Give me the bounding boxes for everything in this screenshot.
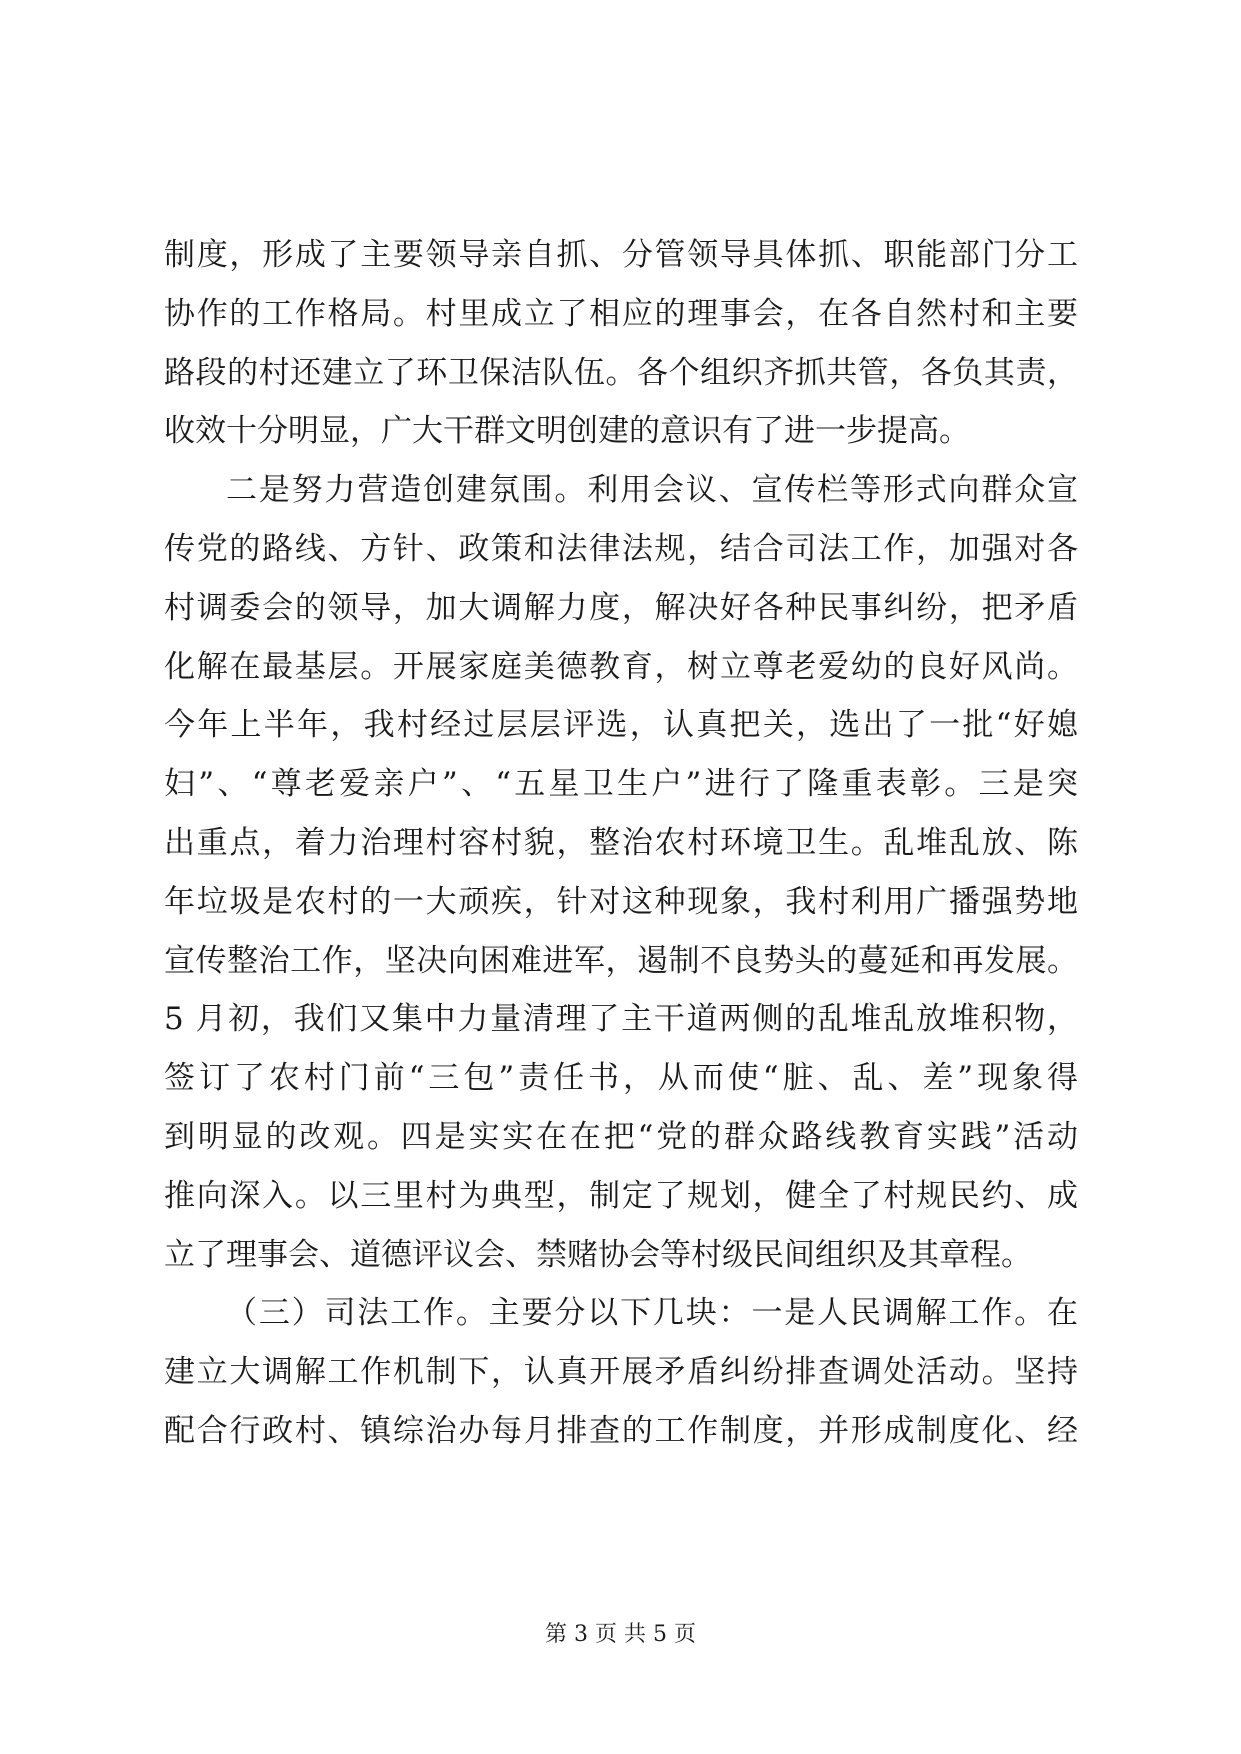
text-line: 5 月初，我们又集中力量清理了主干道两侧的乱堆乱放堆积物， [164, 1001, 1078, 1038]
text-line: 村调委会的领导，加大调解力度，解决好各种民事纠纷，把矛盾 [164, 589, 1078, 626]
page-number: 第 3 页 共 5 页 [545, 1622, 696, 1647]
text-line: 配合行政村、镇综治办每月排查的工作制度，并形成制度化、经 [164, 1412, 1078, 1449]
text-line: 出重点，着力治理村容村貌，整治农村环境卫生。乱堆乱放、陈 [164, 824, 1078, 861]
text-line: 收效十分明显，广大干群文明创建的意识有了进一步提高。 [164, 413, 970, 450]
paragraph-start-line: （三）司法工作。主要分以下几块：一是人民调解工作。在 [226, 1295, 1078, 1332]
text-line: 传党的路线、方针、政策和法律法规，结合司法工作，加强对各 [164, 530, 1078, 567]
text-line: 年垃圾是农村的一大顽疾，针对这种现象，我村利用广播强势地 [164, 883, 1078, 920]
text-line: 今年上半年，我村经过层层评选，认真把关，选出了一批“好媳 [164, 707, 1078, 744]
text-line: 宣传整治工作，坚决向困难进军，遏制不良势头的蔓延和再发展。 [164, 942, 1078, 979]
text-line: 协作的工作格局。村里成立了相应的理事会，在各自然村和主要 [164, 295, 1078, 332]
text-line: 制度，形成了主要领导亲自抓、分管领导具体抓、职能部门分工 [164, 237, 1078, 273]
paragraph-start-line: 二是努力营造创建氛围。利用会议、宣传栏等形式向群众宣 [226, 472, 1078, 509]
text-line: 妇”、“尊老爱亲户”、“五星卫生户”进行了隆重表彰。三是突 [164, 766, 1078, 803]
text-line: 化解在最基层。开展家庭美德教育，树立尊老爱幼的良好风尚。 [164, 648, 1078, 685]
page-footer [0, 1620, 1241, 1650]
text-line: 签订了农村门前“三包”责任书，从而使“脏、乱、差”现象得 [164, 1060, 1078, 1097]
text-line: 建立大调解工作机制下，认真开展矛盾纠纷排查调处活动。坚持 [164, 1354, 1078, 1391]
document-body [164, 226, 1078, 1461]
text-line: 路段的村还建立了环卫保洁队伍。各个组织齐抓共管，各负其责， [164, 354, 1078, 391]
text-line: 推向深入。以三里村为典型，制定了规划，健全了村规民约、成 [164, 1177, 1078, 1214]
text-line: 立了理事会、道德评议会、禁赌协会等村级民间组织及其章程。 [164, 1236, 1032, 1273]
text-line: 到明显的改观。四是实实在在把“党的群众路线教育实践”活动 [164, 1118, 1078, 1155]
